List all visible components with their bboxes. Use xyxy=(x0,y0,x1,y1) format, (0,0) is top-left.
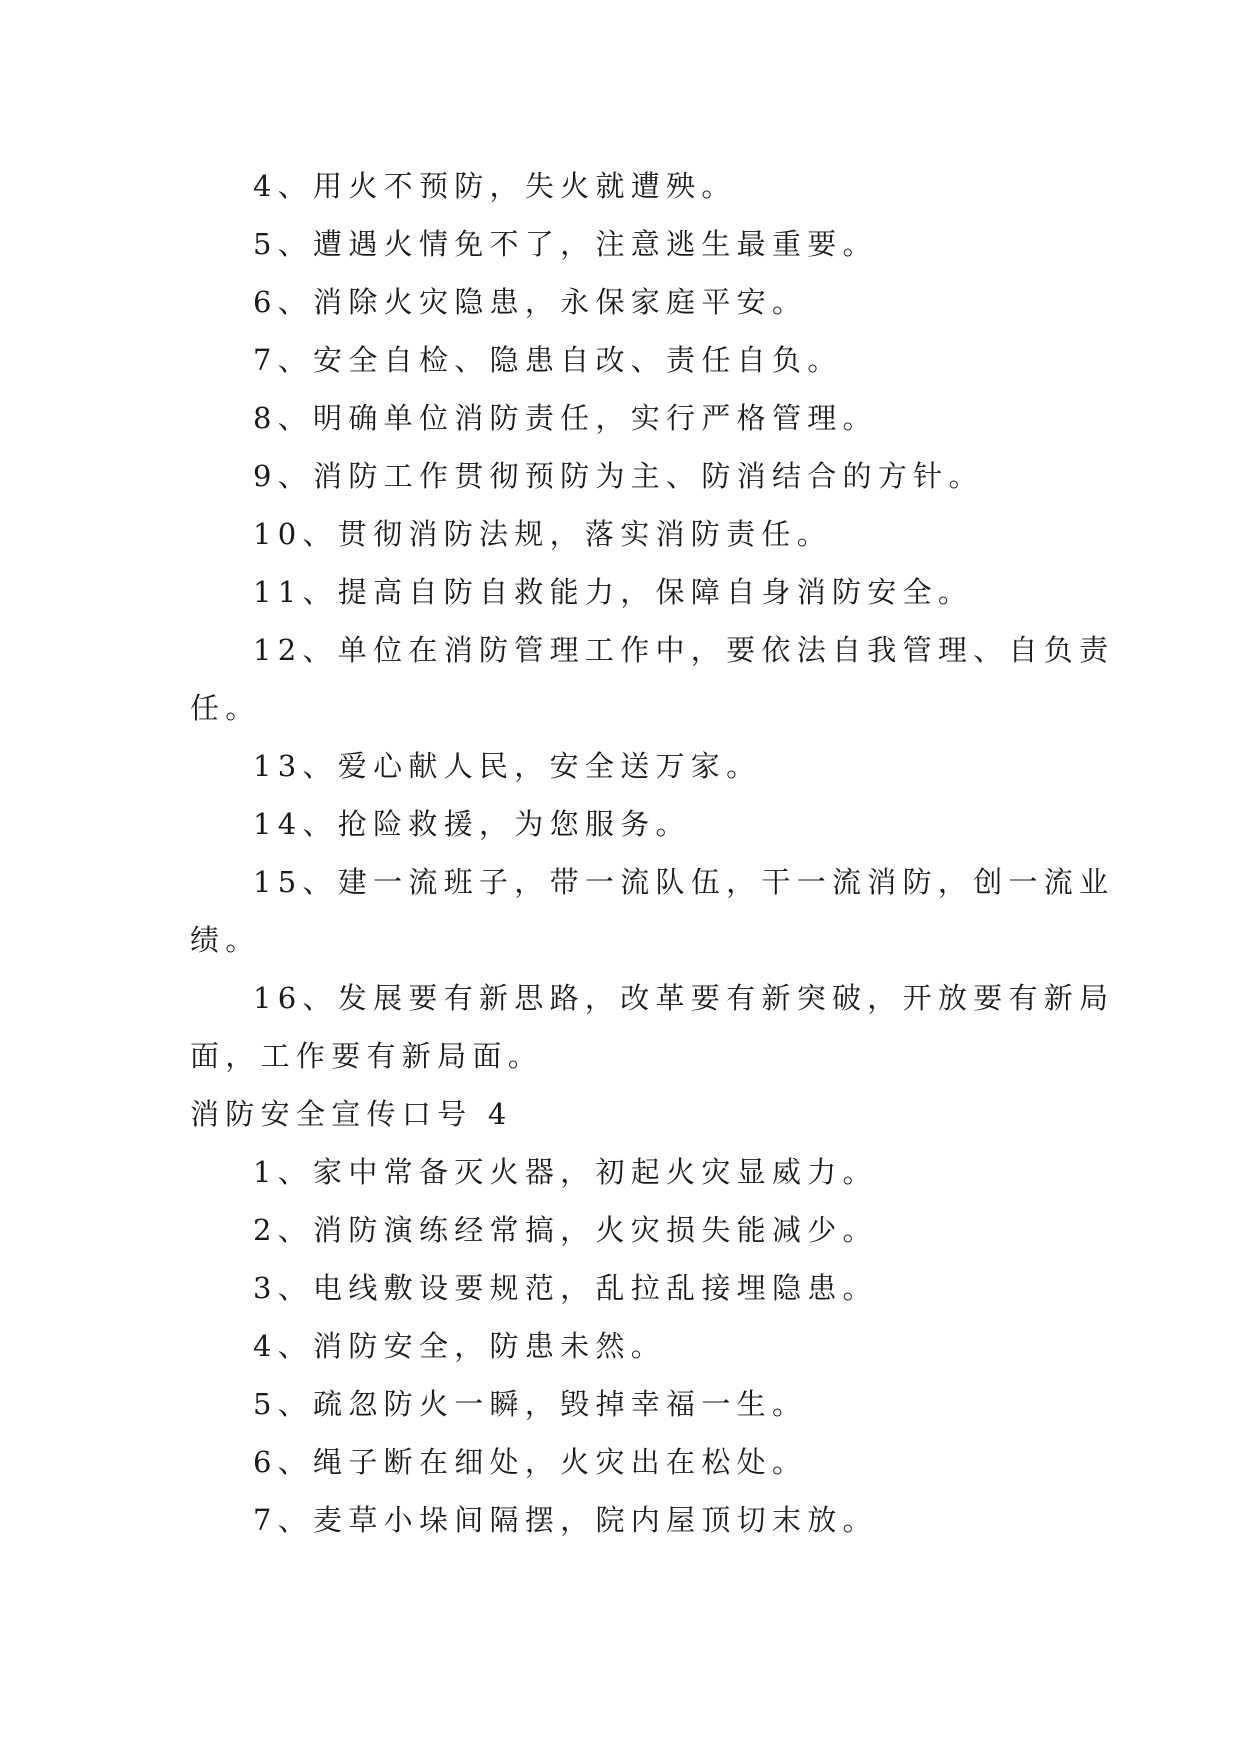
slogan-line-continued: 任。 xyxy=(190,691,261,725)
slogan-line: 1、家中常备灭火器，初起火灾显威力。 xyxy=(253,1155,878,1189)
slogan-line: 13、爱心献人民，安全送万家。 xyxy=(253,749,762,783)
slogan-line: 14、抢险救援，为您服务。 xyxy=(253,807,691,841)
slogan-line: 7、安全自检、隐患自改、责任自负。 xyxy=(253,343,843,377)
slogan-line: 15、建一流班子，带一流队伍，干一流消防，创一流业 xyxy=(253,865,1115,899)
slogan-line: 2、消防演练经常搞，火灾损失能减少。 xyxy=(253,1213,878,1247)
slogan-line: 8、明确单位消防责任，实行严格管理。 xyxy=(253,401,878,435)
slogan-line: 11、提高自防自救能力，保障自身消防安全。 xyxy=(253,575,974,609)
section-heading: 消防安全宣传口号 4 xyxy=(190,1097,513,1131)
slogan-line: 9、消防工作贯彻预防为主、防消结合的方针。 xyxy=(253,459,984,493)
slogan-line: 7、麦草小垛间隔摆，院内屋顶切末放。 xyxy=(253,1503,878,1537)
slogan-line: 4、消防安全，防患未然。 xyxy=(253,1329,667,1363)
slogan-line: 5、遭遇火情免不了，注意逃生最重要。 xyxy=(253,227,878,261)
slogan-line: 5、疏忽防火一瞬，毁掉幸福一生。 xyxy=(253,1387,808,1421)
slogan-line-continued: 面，工作要有新局面。 xyxy=(190,1039,544,1073)
slogan-line: 6、消除火灾隐患，永保家庭平安。 xyxy=(253,285,808,319)
slogan-line: 4、用火不预防，失火就遭殃。 xyxy=(253,169,737,203)
slogan-line: 6、绳子断在细处，火灾出在松处。 xyxy=(253,1445,808,1479)
slogan-line: 12、单位在消防管理工作中，要依法自我管理、自负责 xyxy=(253,633,1115,667)
slogan-line-continued: 绩。 xyxy=(190,923,261,957)
slogan-line: 3、电线敷设要规范，乱拉乱接埋隐患。 xyxy=(253,1271,878,1305)
slogan-line: 10、贯彻消防法规，落实消防责任。 xyxy=(253,517,833,551)
slogan-line: 16、发展要有新思路，改革要有新突破，开放要有新局 xyxy=(253,981,1115,1015)
